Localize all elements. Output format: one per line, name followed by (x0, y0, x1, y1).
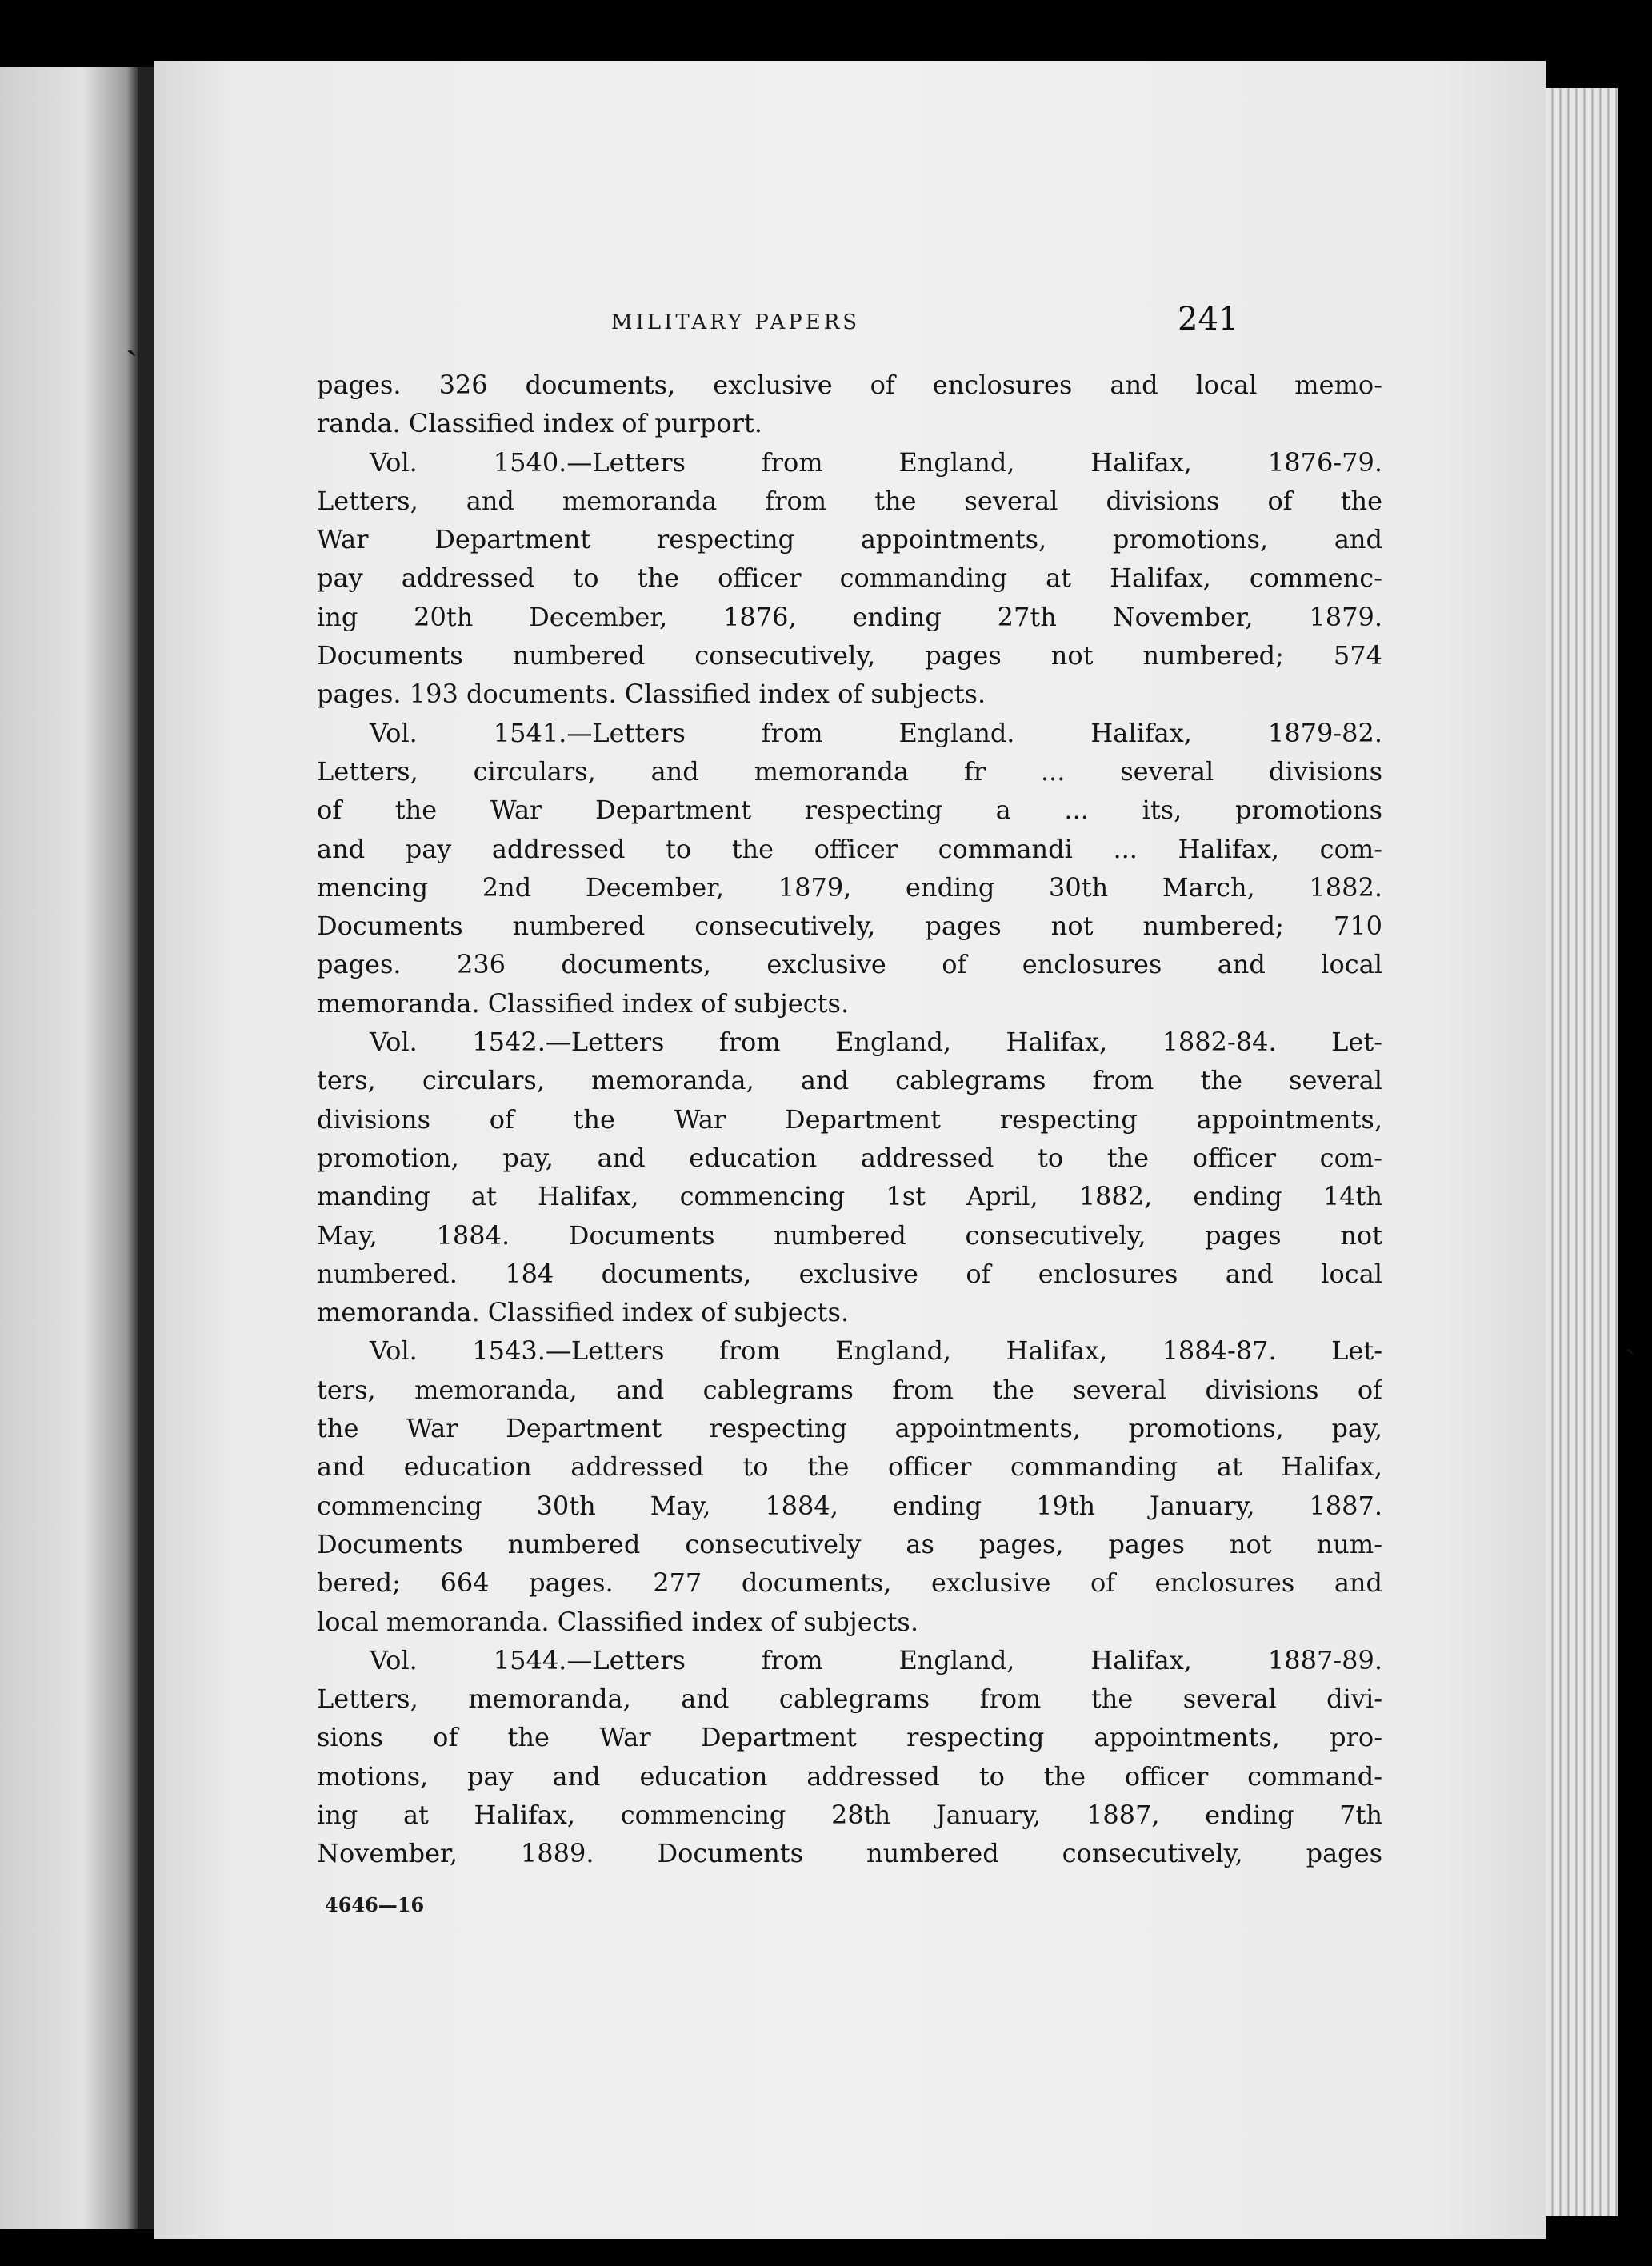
text-line: Documents numbered consecutively, pages not numbered; 574 (317, 640, 1382, 671)
facing-page-edge (0, 67, 138, 2229)
book-gutter (138, 67, 154, 2229)
text-line: May, 1884. Documents numbered consecutively, pages not (317, 1219, 1382, 1251)
text-line: numbered. 184 documents, exclusive of enclosures and local (317, 1258, 1382, 1289)
text-line: and pay addressed to the officer commandi ... Halifax, com- (317, 833, 1382, 864)
page-number: 241 (1178, 301, 1239, 338)
text-line: Vol. 1544.—Letters from England, Halifax, 1887-89. (370, 1644, 1382, 1675)
text-line: Letters, circulars, and memoranda fr ... several divisions (317, 755, 1382, 787)
text-line: Documents numbered consecutively, pages not numbered; 710 (317, 911, 1382, 942)
text-line: bered; 664 pages. 277 documents, exclusive of enclosures and (317, 1567, 1382, 1599)
text-line: pages. 193 documents. Classified index of subjects. (317, 679, 986, 710)
text-line: War Department respecting appointments, promotions, and (317, 524, 1382, 555)
book-page (154, 61, 1546, 2239)
text-line: Letters, and memoranda from the several divisions of the (317, 485, 1382, 516)
text-line: divisions of the War Department respecting appointments, (317, 1103, 1382, 1135)
text-line: memoranda. Classified index of subjects. (317, 1297, 850, 1328)
text-line: November, 1889. Documents numbered consecutively, pages (317, 1838, 1382, 1869)
text-line: ing at Halifax, commencing 28th January, 1887, ending 7th (317, 1799, 1382, 1830)
text-line: Vol. 1543.—Letters from England, Halifax, 1884-87. Let- (370, 1335, 1382, 1367)
text-line: ters, circulars, memoranda, and cablegrams from the several (317, 1065, 1382, 1096)
text-line: promotion, pay, and education addressed to the officer com- (317, 1142, 1382, 1173)
text-line: sions of the War Department respecting appointments, pro- (317, 1722, 1382, 1753)
printer-signature: 4646—16 (325, 1893, 425, 1916)
text-line: Vol. 1541.—Letters from England. Halifax, 1879-82. (370, 717, 1382, 748)
margin-mark: ˎ (126, 314, 138, 357)
running-head: MILITARY PAPERS (611, 310, 861, 334)
text-line: randa. Classified index of purport. (317, 408, 762, 439)
text-line: and education addressed to the officer commanding at Halifax, (317, 1451, 1382, 1483)
text-line: Documents numbered consecutively as pages, pages not num- (317, 1528, 1382, 1559)
body-text (317, 366, 1382, 1873)
page-edges (1546, 88, 1618, 2216)
text-line: ing 20th December, 1876, ending 27th November, 1879. (317, 601, 1382, 632)
text-line: the War Department respecting appointments, promotions, pay, (317, 1413, 1382, 1444)
text-line: motions, pay and education addressed to the officer command- (317, 1760, 1382, 1792)
text-line: pages. 326 documents, exclusive of enclosures and local memo- (317, 370, 1382, 400)
margin-mark: ˏ (1624, 1312, 1637, 1355)
text-line: local memoranda. Classified index of subjects. (317, 1606, 919, 1637)
text-line: Letters, memoranda, and cablegrams from the several divi- (317, 1683, 1382, 1715)
text-line: Vol. 1542.—Letters from England, Halifax, 1882-84. Let- (370, 1027, 1382, 1058)
text-line: pay addressed to the officer commanding at Halifax, commenc- (317, 562, 1382, 594)
text-line: memoranda. Classified index of subjects. (317, 987, 850, 1019)
text-line: Vol. 1540.—Letters from England, Halifax, 1876-79. (370, 446, 1382, 478)
text-line: pages. 236 documents, exclusive of enclosures and local (317, 949, 1382, 980)
text-line: commencing 30th May, 1884, ending 19th January, 1887. (317, 1490, 1382, 1521)
text-line: ters, memoranda, and cablegrams from the several divisions of (317, 1374, 1382, 1405)
text-line: of the War Department respecting a ... its, promotions (317, 795, 1382, 826)
text-line: mencing 2nd December, 1879, ending 30th March, 1882. (317, 871, 1382, 903)
text-line: manding at Halifax, commencing 1st April, 1882, ending 14th (317, 1181, 1382, 1212)
page-header (154, 302, 1546, 350)
